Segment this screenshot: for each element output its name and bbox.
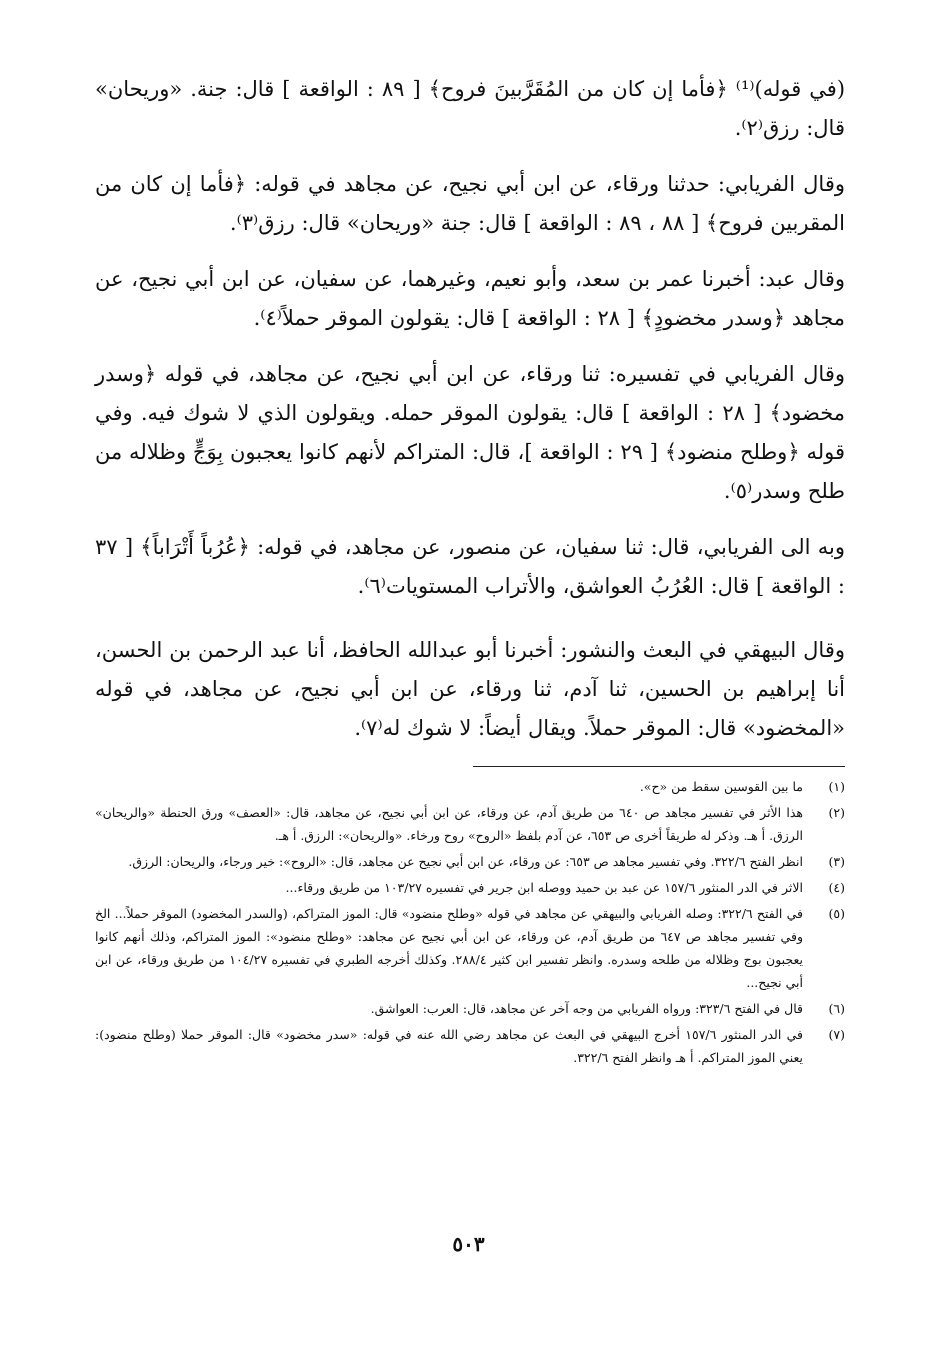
footnote [95,1023,845,1069]
paragraph-5: وبه الى الفريابي، قال: ثنا سفيان، عن منصور، عن مجاهد، في قوله: ﴿عُرُباً أَتْرَاباً﴾ [ ٣٧ : الواقعة ] قال: العُرُبُ العواشق، والأتراب المستويات⁽٦⁾. [95,535,845,598]
footnote-text: هذا الأثر في تفسير مجاهد ص ٦٤٠ من طريق آدم، عن ورقاء، عن ابن أبي نجيح، عن مجاهد، قال: «العصف» ورق الحنطة «والريحان» الرزق. أ هـ. وذكر له طريقاً أخرى ص ٦٥٣، عن آدم بلفظ «الروح» روح ورخاء. «والريحان»: الرزق. أ هـ. [95,805,803,843]
footnote-text: قال في الفتح ٣٢٣/٦: ورواه الفريابي من وجه آخر عن مجاهد، قال: العرب: العواشق. [370,1001,803,1016]
footnote-text: في الدر المنثور ١٥٧/٦ أخرج البيهقي في البعث عن مجاهد رضي الله عنه في قوله: «سدر مخضود» قال: الموقر حملا (وطلح منضود): يعني الموز المتراكم. أ هـ وانظر الفتح ٣٢٢/٦. [95,1027,803,1065]
footnote [95,876,845,899]
footnote-text: الاثر في الدر المنثور ١٥٧/٦ عن عبد بن حميد ووصله ابن جرير في تفسيره ١٠٣/٢٧ من طريق ورقاء... [285,880,803,895]
paragraph-2: وقال الفريابي: حدثنا ورقاء، عن ابن أبي نجيح، عن مجاهد في قوله: ﴿فأما إن كان من المقربين فروح﴾ [ ٨٨ ، ٨٩ : الواقعة ] قال: جنة «وريحان» قال: رزق⁽٣⁾. [95,172,845,235]
footnote [95,775,845,798]
footnote-number: (٦) [828,1001,845,1016]
footnotes [95,775,845,1069]
footnote-text: انظر الفتح ٣٢٢/٦. وفي تفسير مجاهد ص ٦٥٣: عن ورقاء، عن ابن أبي نجيح عن مجاهد، قال: «الروح»: خير ورجاء، والريحان: الرزق. [128,854,803,869]
footnote-number: (٣) [828,854,845,869]
footnote-number: (٢) [828,805,845,820]
footnote [95,997,845,1020]
footnote-number: (٤) [828,880,845,895]
paragraph-3: وقال عبد: أخبرنا عمر بن سعد، وأبو نعيم، وغيرهما، عن سفيان، عن ابن أبي نجيح، عن مجاهد ﴿وسدر مخضودٍ﴾ [ ٢٨ : الواقعة ] قال: يقولون الموقر حملاً⁽٤⁾. [95,267,845,330]
footnote [95,801,845,847]
footnote-number: (٧) [828,1027,845,1042]
paragraph-4: وقال الفريابي في تفسيره: ثنا ورقاء، عن ابن أبي نجيح، عن مجاهد، في قوله ﴿وسدر مخضود﴾ [ ٢٨ : الواقعة ] قال: يقولون الموقر حمله. ويقولون الذي لا شوك فيه. وفي قوله ﴿وطلح منضود﴾ [ ٢٩ : الواقعة ]، قال: المتراكم لأنهم كانوا يعجبون بِوَجٍّ وظلاله من طلح وسدر⁽٥⁾. [95,362,845,503]
paragraph-1: (في قوله)⁽¹⁾ ﴿فأما إن كان من المُقَرَّبينَ فروح﴾ [ ٨٩ : الواقعة ] قال: جنة. «وريحان» قال: رزق⁽٢⁾. [95,77,846,140]
footnote-number: (١) [828,779,845,794]
footnote-divider [473,766,845,767]
document-page [95,70,845,1072]
footnote-number: (٥) [828,906,845,921]
footnote-text: في الفتح ٣٢٢/٦: وصله الفريابي والبيهقي عن مجاهد في قوله «وطلح منضود» قال: الموز المتراكم، (والسدر المخضود) الموقر حملاً... الخ وفي تفسير مجاهد ص ٦٤٧ من طريق آدم، عن ورقاء، عن ابن أبي نجيح عن مجاهد: «وطلح منضود»: الموز المتراكم، وذلك أنهم كانوا يعجبون بوج وظلاله من طلحه وسدره. وانظر تفسير ابن كثير ٢٨٨/٤. وكذلك أخرجه الطبري في تفسيره ١٠٤/٢٧ من طريق ورقاء، عن ابن أبي نجيح... [95,906,804,990]
page-number: ٥٠٣ [452,1232,485,1256]
paragraph-6: وقال البيهقي في البعث والنشور: أخبرنا أبو عبدالله الحافظ، أنا عبد الرحمن بن الحسن، أنا إبراهيم بن الحسين، ثنا آدم، ثنا ورقاء، عن ابن أبي نجيح، عن مجاهد، في قوله «المخضود» قال: الموقر حملاً. ويقال أيضاً: لا شوك له⁽٧⁾. [95,638,845,740]
footnote-text: ما بين القوسين سقط من «ح». [639,779,803,794]
footnote [95,850,845,873]
footnote [95,902,845,994]
